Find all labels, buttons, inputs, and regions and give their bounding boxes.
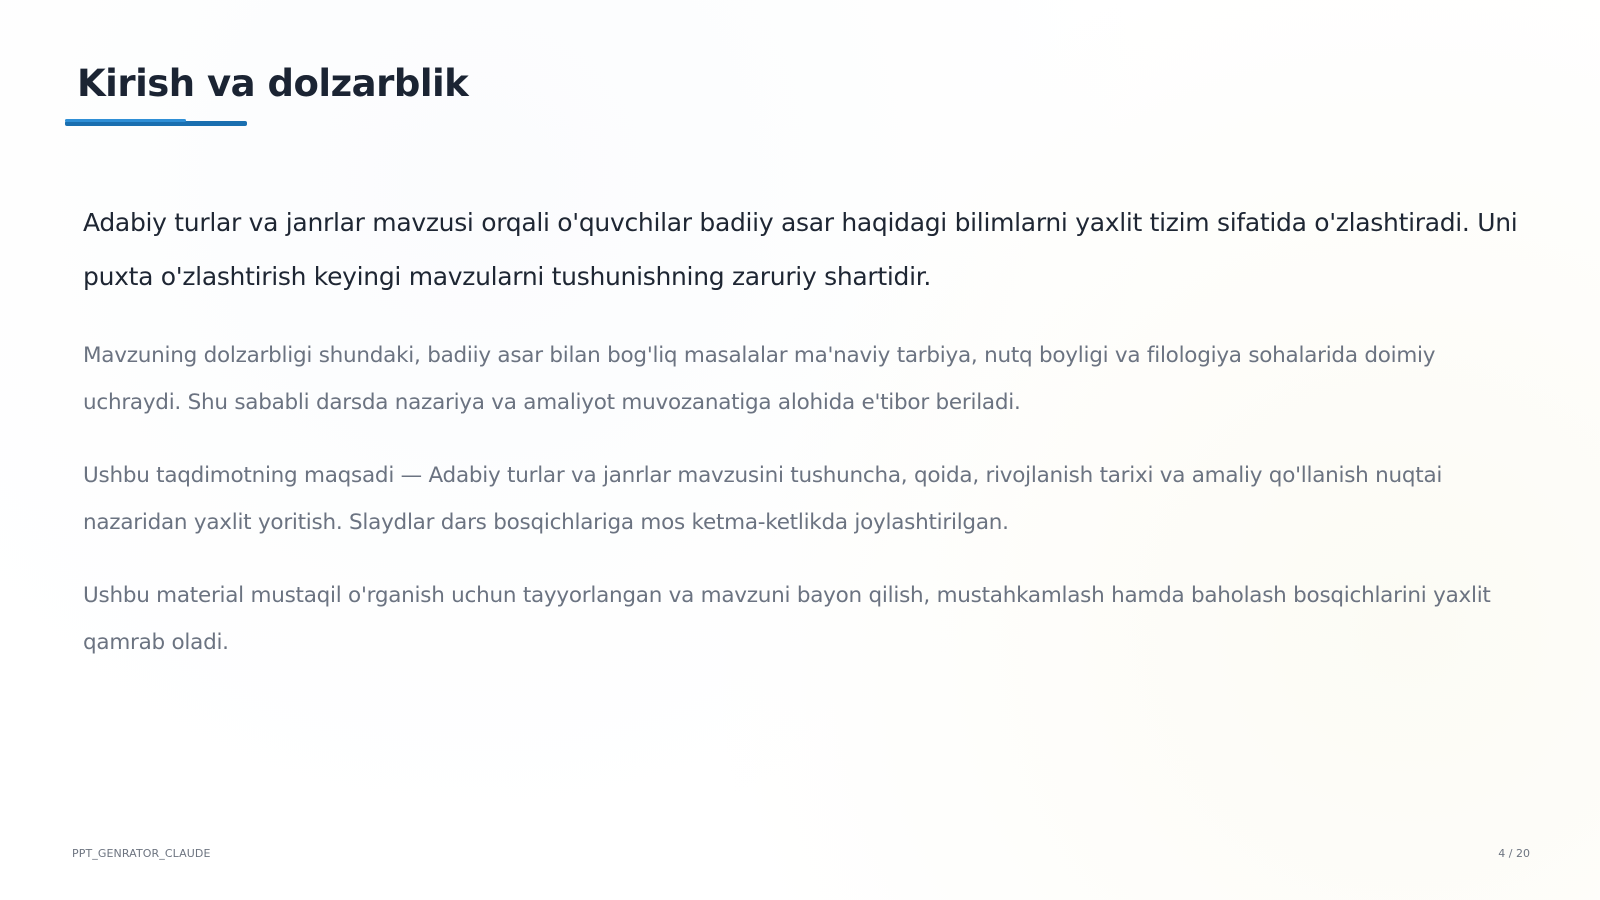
- title-underline-accent: [65, 119, 186, 122]
- body-paragraph-material: Ushbu material mustaqil o'rganish uchun tayyorlangan va mavzuni bayon qilish, mustahkamlash hamda baholash bosqichlarini yaxlit qamrab oladi.: [83, 583, 1491, 655]
- slide-title: Kirish va dolzarblik: [77, 62, 469, 105]
- slide-content: [83, 196, 1523, 692]
- body-paragraph-relevance: Mavzuning dolzarbligi shundaki, badiiy asar bilan bog'liq masalalar ma'naviy tarbiya, nutq boyligi va filologiya sohalarida doimiy uchraydi. Shu sababli darsda nazariya va amaliyot muvozanatiga alohida e'tibor beriladi.: [83, 343, 1436, 415]
- body-paragraph-goal: Ushbu taqdimotning maqsadi — Adabiy turlar va janrlar mavzusini tushuncha, qoida, rivojlanish tarixi va amaliy qo'llanish nuqtai nazaridan yaxlit yoritish. Slaydlar dars bosqichlariga mos ketma-ketlikda joylashtirilgan.: [83, 463, 1443, 535]
- footer-page-number: 4 / 20: [1498, 847, 1530, 860]
- lead-paragraph: Adabiy turlar va janrlar mavzusi orqali o'quvchilar badiiy asar haqidagi bilimlarni yaxlit tizim sifatida o'zlashtiradi. Uni puxta o'zlashtirish keyingi mavzularni tushunishning zaruriy shartidir.: [83, 208, 1518, 291]
- footer-source: PPT_GENRATOR_CLAUDE: [72, 847, 211, 860]
